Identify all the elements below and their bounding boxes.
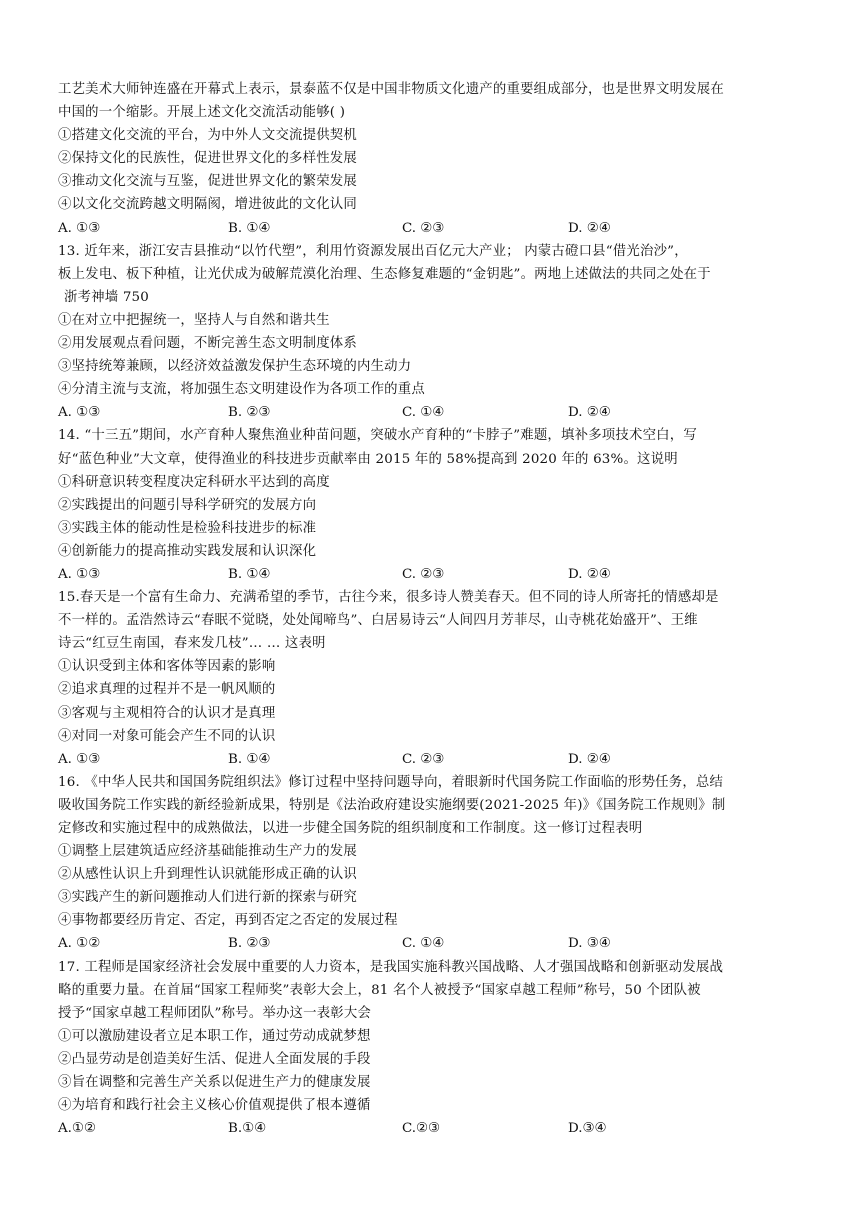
option-d: D. ②④ <box>568 566 611 582</box>
option-b: B.①④ <box>228 1121 267 1137</box>
answer-options <box>58 748 803 771</box>
option-c: C. ②③ <box>402 220 445 236</box>
statement: ①在对立中把握统一，坚持人与自然和谐共生 <box>58 312 330 328</box>
question-stem-line: 诗云“红豆生南国，春来发几枝”… … 这表明 <box>58 636 326 652</box>
option-d: D. ②④ <box>568 405 611 421</box>
statement: ④分清主流与支流，将加强生态文明建设作为各项工作的重点 <box>58 382 425 398</box>
option-d: D. ②④ <box>568 751 611 767</box>
statement: ①可以激励建设者立足本职工作，通过劳动成就梦想 <box>58 1028 371 1044</box>
answer-options <box>58 563 803 586</box>
option-c: C. ②③ <box>402 566 445 582</box>
question-stem-line: 17. 工程师是国家经济社会发展中重要的人力资本，是我国实施科教兴国战略、人才强国战略和创新驱动发展战 <box>58 959 724 975</box>
option-b: B. ②③ <box>228 936 271 952</box>
statement: ③实践产生的新问题推动人们进行新的探索与研究 <box>58 890 357 906</box>
question-stem-line: 好“蓝色种业”大文章，使得渔业的科技进步贡献率由 2015 年的 58%提高到 2020 年的 63%。这说明 <box>58 451 678 467</box>
statement: ①搭建文化交流的平台，为中外人文交流提供契机 <box>58 128 357 144</box>
statement: ①认识受到主体和客体等因素的影响 <box>58 659 276 675</box>
statement: ②用发展观点看问题，不断完善生态文明制度体系 <box>58 336 357 352</box>
exam-page <box>58 78 803 1140</box>
option-c: C. ②③ <box>402 751 445 767</box>
question-stem-line: 13. 近年来，浙江安吉县推动“以竹代塑”，利用竹资源发展出百亿元大产业； 内蒙古磴口县“借光治沙”， <box>58 243 688 259</box>
option-b: B. ②③ <box>228 405 271 421</box>
question-stem-line: 15.春天是一个富有生命力、充满希望的季节，古往今来，很多诗人赞美春天。但不同的诗人所寄托的情感却是 <box>58 590 719 606</box>
statement: ②实践提出的问题引导科学研究的发展方向 <box>58 497 317 513</box>
option-b: B. ①④ <box>228 220 271 236</box>
question-stem-line: 略的重要力量。在首届“国家工程师奖”表彰大会上，81 名个人被授予“国家卓越工程师”称号，50 个团队被 <box>58 982 701 998</box>
question-stem-line: 浙考神墙 750 <box>64 289 149 305</box>
question-14 <box>58 424 803 586</box>
option-a: A. ①③ <box>58 220 101 236</box>
question-stem-line: 板上发电、板下种植，让光伏成为破解荒漠化治理、生态修复难题的“金钥匙”。两地上述做法的共同之处在于 <box>58 266 711 282</box>
statement: ④以文化交流跨越文明隔阂，增进彼此的文化认同 <box>58 197 357 213</box>
statement: ④创新能力的提高推动实践发展和认识深化 <box>58 543 317 559</box>
question-17 <box>58 956 803 1141</box>
statement: ④为培育和践行社会主义核心价值观提供了根本遵循 <box>58 1098 371 1114</box>
statement: ②追求真理的过程并不是一帆风顺的 <box>58 682 276 698</box>
question-stem-line: 14. “十三五”期间，水产育种人聚焦渔业种苗问题，突破水产育种的“卡脖子”难题，填补多项技术空白，写 <box>58 428 697 444</box>
option-a: A. ①③ <box>58 566 101 582</box>
statement: ①调整上层建筑适应经济基础能推动生产力的发展 <box>58 844 357 860</box>
option-c: C. ①④ <box>402 405 445 421</box>
question-16 <box>58 771 803 956</box>
option-a: A. ①② <box>58 936 101 952</box>
question-stem-line: 定修改和实施过程中的成熟做法，以进一步健全国务院的组织制度和工作制度。这一修订过程表明 <box>58 821 643 836</box>
statement: ②保持文化的民族性，促进世界文化的多样性发展 <box>58 151 357 167</box>
answer-options <box>58 1117 803 1140</box>
statement: ②从感性认识上升到理性认识就能形成正确的认识 <box>58 867 357 883</box>
option-a: A.①② <box>58 1121 96 1137</box>
option-b: B. ①④ <box>228 566 271 582</box>
question-stem-line: 中国的一个缩影。开展上述文化交流活动能够( ) <box>58 105 346 121</box>
option-c: C.②③ <box>402 1121 441 1137</box>
answer-options <box>58 401 803 424</box>
statement: ③坚持统筹兼顾，以经济效益激发保护生态环境的内生动力 <box>58 359 412 375</box>
question-stem-line: 不一样的。孟浩然诗云“春眠不觉晓，处处闻啼鸟”、白居易诗云“人间四月芳菲尽，山寺桃花始盛开”、王维 <box>58 613 698 629</box>
option-c: C. ①④ <box>402 936 445 952</box>
question-stem-line: 授予“国家卓越工程师团队”称号。举办这一表彰大会 <box>58 1005 372 1021</box>
answer-options <box>58 932 803 955</box>
option-d: D. ③④ <box>568 936 611 952</box>
option-a: A. ①③ <box>58 405 101 421</box>
option-d: D.③④ <box>568 1121 607 1137</box>
statement: ③旨在调整和完善生产关系以促进生产力的健康发展 <box>58 1075 371 1091</box>
statement: ①科研意识转变程度决定科研水平达到的高度 <box>58 474 330 490</box>
question-stem-line: 工艺美术大师钟连盛在开幕式上表示，景泰蓝不仅是中国非物质文化遗产的重要组成部分，也是世界文明发展在 <box>58 82 724 97</box>
option-d: D. ②④ <box>568 220 611 236</box>
answer-options <box>58 217 803 240</box>
question-stem-line: 16. 《中华人民共和国国务院组织法》修订过程中坚持问题导向，着眼新时代国务院工作面临的形势任务，总结 <box>58 774 724 790</box>
option-b: B. ①④ <box>228 751 271 767</box>
question-12 <box>58 78 803 240</box>
question-13 <box>58 240 803 425</box>
statement: ②凸显劳动是创造美好生活、促进人全面发展的手段 <box>58 1051 371 1067</box>
option-a: A. ①③ <box>58 751 101 767</box>
statement: ③推动文化交流与互鉴，促进世界文化的繁荣发展 <box>58 174 357 190</box>
statement: ④对同一对象可能会产生不同的认识 <box>58 728 276 744</box>
statement: ④事物都要经历肯定、否定，再到否定之否定的发展过程 <box>58 913 398 929</box>
question-stem-line: 吸收国务院工作实践的新经验新成果，特别是《法治政府建设实施纲要(2021-2025 年)》《国务院工作规则》制 <box>58 797 726 813</box>
question-15 <box>58 586 803 771</box>
statement: ③客观与主观相符合的认识才是真理 <box>58 705 276 721</box>
statement: ③实践主体的能动性是检验科技进步的标准 <box>58 520 317 536</box>
